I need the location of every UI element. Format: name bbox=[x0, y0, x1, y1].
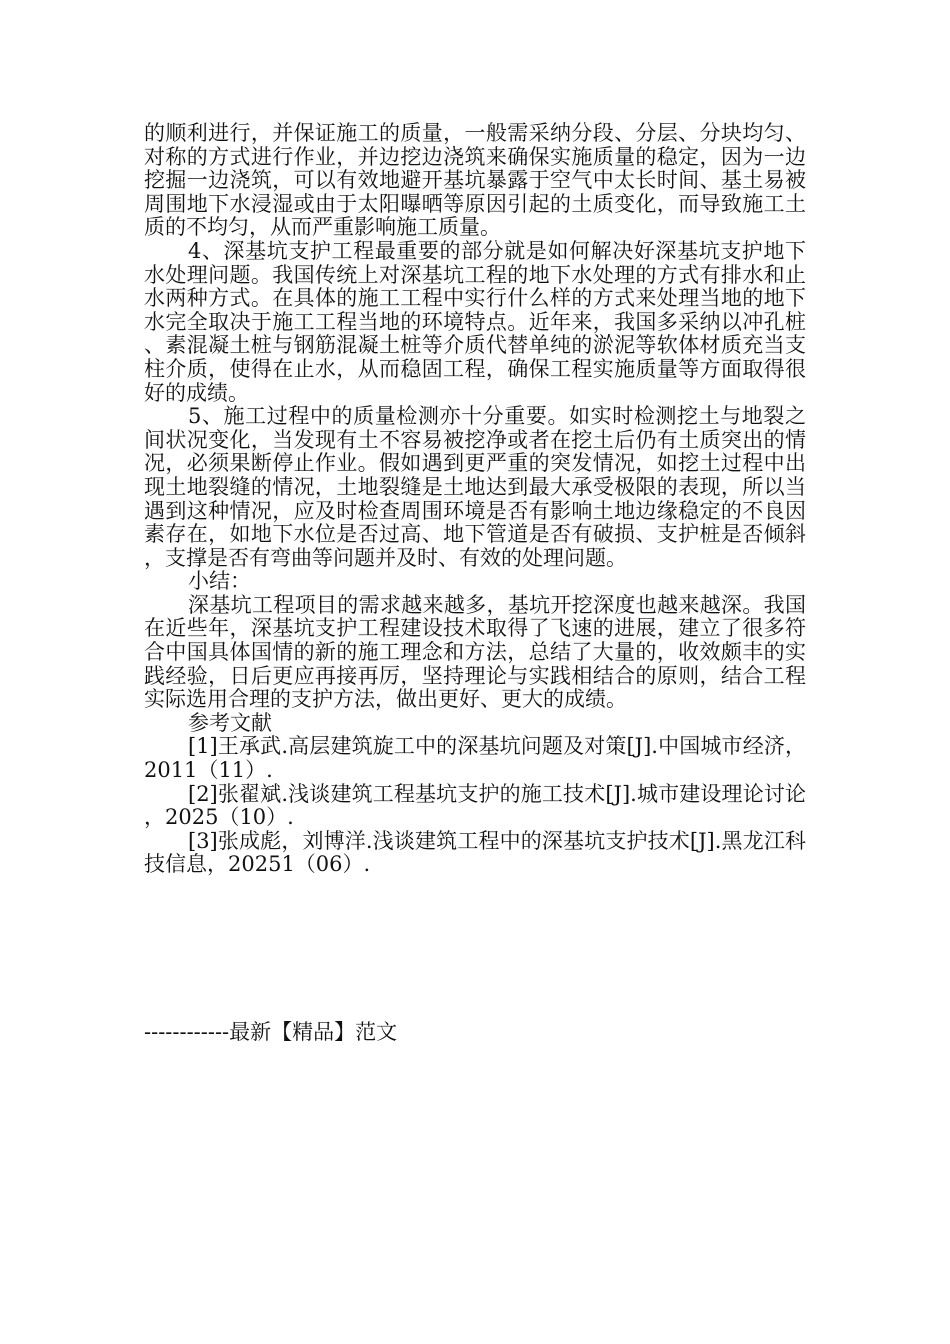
reference-item-2: [2]张翟斌.浅谈建筑工程基坑支护的施工技术[J].城市建设理论讨论，2025（10）. bbox=[144, 781, 806, 830]
paragraph-continuation: 的顺利进行，并保证施工的质量，一般需采纳分段、分层、分块均匀、对称的方式进行作业，并边挖边浇筑来确保实施质量的稳定，因为一边挖掘一边浇筑，可以有效地避开基坑暴露于空气中太长时间、基土易被周围地下水浸湿或由于太阳曝晒等原因引起的土质变化，而导致施工土质的不均匀，从而严重影响施工质量。 bbox=[144, 121, 806, 240]
paragraph-summary: 深基坑工程项目的需求越来越多，基坑开挖深度也越来越深。我国在近些年，深基坑支护工程建设技术取得了飞速的进展，建立了很多符合中国具体国情的新的施工理念和方法，总结了大量的，收效颇丰的实践经验，日后更应再接再厉，坚持理论与实践相结合的原则，结合工程实际选用合理的支护方法，做出更好、更大的成绩。 bbox=[144, 592, 806, 712]
references-heading: 参考文献 bbox=[188, 710, 272, 735]
paragraph-point-4: 4、深基坑支护工程最重要的部分就是如何解决好深基坑支护地下水处理问题。我国传统上对深基坑工程的地下水处理的方式有排水和止水两种方式。在具体的施工工程中实行什么样的方式来处理当地的地下水完全取决于施工工程当地的环境特点。近年来，我国多采纳以冲孔桩、素混凝土桩与钢筋混凝土桩等介质代替单纯的淤泥等软体材质充当支柱介质，使得在止水，从而稳固工程，确保工程实施质量等方面取得很好的成绩。 bbox=[144, 238, 806, 405]
reference-item-1: [1]王承武.高层建筑旋工中的深基坑问题及对策[J].中国城市经济，2011（11）. bbox=[144, 734, 806, 783]
reference-item-3: [3]张成彪，刘博洋.浅谈建筑工程中的深基坑支护技术[J].黑龙江科技信息，20251（06）. bbox=[144, 828, 806, 877]
summary-heading: 小结： bbox=[188, 569, 251, 594]
page-footer: ------------最新【精品】范文 bbox=[144, 1020, 398, 1044]
paragraph-point-5: 5、施工过程中的质量检测亦十分重要。如实时检测挖土与地裂之间状况变化，当发现有土不容易被挖净或者在挖土后仍有土质突出的情况，必须果断停止作业。假如遇到更严重的突发情况，如挖土过程中出现土地裂缝的情况，土地裂缝是土地达到最大承受极限的表现，所以当遇到这种情况，应及时检查周围环境是否有影响土地边缘稳定的不良因素存在，如地下水位是否过高、地下管道是否有破损、支护桩是否倾斜，支撑是否有弯曲等问题并及时、有效的处理问题。 bbox=[144, 404, 806, 570]
document-body bbox=[144, 122, 806, 877]
